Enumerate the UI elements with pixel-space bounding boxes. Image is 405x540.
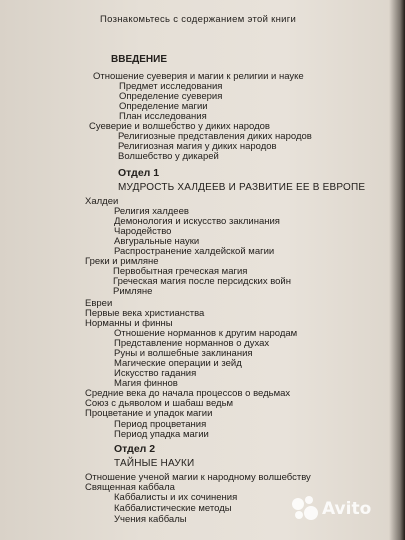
introduction-title: ВВЕДЕНИЕ bbox=[111, 54, 167, 65]
toc-entry: Халдеи bbox=[85, 196, 119, 207]
part2-title: ТАЙНЫЕ НАУКИ bbox=[114, 458, 195, 469]
avito-logo-icon bbox=[292, 496, 318, 522]
toc-entry: План исследования bbox=[119, 111, 207, 122]
part1-title: МУДРОСТЬ ХАЛДЕЕВ И РАЗВИТИЕ ЕЕ В ЕВРОПЕ bbox=[118, 182, 366, 193]
toc-entry: Определение магии bbox=[119, 101, 208, 112]
toc-entry: Первобытная греческая магия bbox=[113, 266, 248, 277]
toc-entry: Суеверие и волшебство у диких народов bbox=[89, 121, 270, 132]
toc-entry: Процветание и упадок магии bbox=[85, 408, 213, 419]
toc-entry: Норманны и финны bbox=[85, 318, 173, 329]
toc-entry: Волшебство у дикарей bbox=[118, 151, 219, 162]
toc-entry: Религиозные представления диких народов bbox=[118, 131, 312, 142]
toc-entry: Представление норманнов о духах bbox=[114, 338, 270, 349]
toc-entry: Магия финнов bbox=[114, 378, 178, 389]
toc-entry: Период процветания bbox=[114, 419, 207, 430]
avito-watermark bbox=[292, 496, 371, 522]
part2-label: Отдел 2 bbox=[114, 443, 156, 455]
toc-entry: Магические операции и зейд bbox=[114, 358, 242, 369]
toc-entry: Демонология и искусство заклинания bbox=[114, 216, 280, 227]
toc-entry: Период упадка магии bbox=[114, 429, 209, 440]
toc-entry: Греки и римляне bbox=[85, 256, 159, 267]
toc-entry: Священная каббала bbox=[85, 482, 175, 493]
toc-entry: Искусство гадания bbox=[114, 368, 197, 379]
toc-entry: Евреи bbox=[85, 298, 113, 309]
toc-entry: Религия халдеев bbox=[114, 206, 189, 217]
toc-entry: Отношение ученой магии к народному волшебству bbox=[85, 472, 311, 483]
part1-label: Отдел 1 bbox=[118, 167, 160, 179]
toc-entry: Римляне bbox=[113, 286, 153, 297]
toc-entry: Учения каббалы bbox=[114, 514, 187, 525]
toc-entry: Отношение норманнов к другим народам bbox=[114, 328, 298, 339]
toc-entry: Руны и волшебные заклинания bbox=[114, 348, 253, 359]
toc-entry: Греческая магия после персидских войн bbox=[113, 276, 291, 287]
toc-entry: Средние века до начала процессов о ведьмах bbox=[85, 388, 291, 399]
toc-entry: Определение суеверия bbox=[119, 91, 223, 102]
toc-entry: Распространение халдейской магии bbox=[114, 246, 275, 257]
toc-entry: Авгуральные науки bbox=[114, 236, 200, 247]
toc-entry: Каббалистические методы bbox=[114, 503, 232, 514]
header-note: Познакомьтесь с содержанием этой книги bbox=[100, 14, 297, 25]
toc-entry: Чародейство bbox=[114, 226, 172, 237]
toc-entry: Предмет исследования bbox=[119, 81, 223, 92]
avito-brand-text: Avito bbox=[322, 499, 372, 519]
toc-entry: Союз с дьяволом и шабаш ведьм bbox=[85, 398, 234, 409]
toc-entry: Отношение суеверия и магии к религии и науке bbox=[93, 71, 304, 82]
book-spine-shadow bbox=[389, 0, 405, 540]
toc-entry: Религиозная магия у диких народов bbox=[118, 141, 277, 152]
toc-entry: Первые века христианства bbox=[85, 308, 205, 319]
toc-entry: Каббалисты и их сочинения bbox=[114, 492, 238, 503]
